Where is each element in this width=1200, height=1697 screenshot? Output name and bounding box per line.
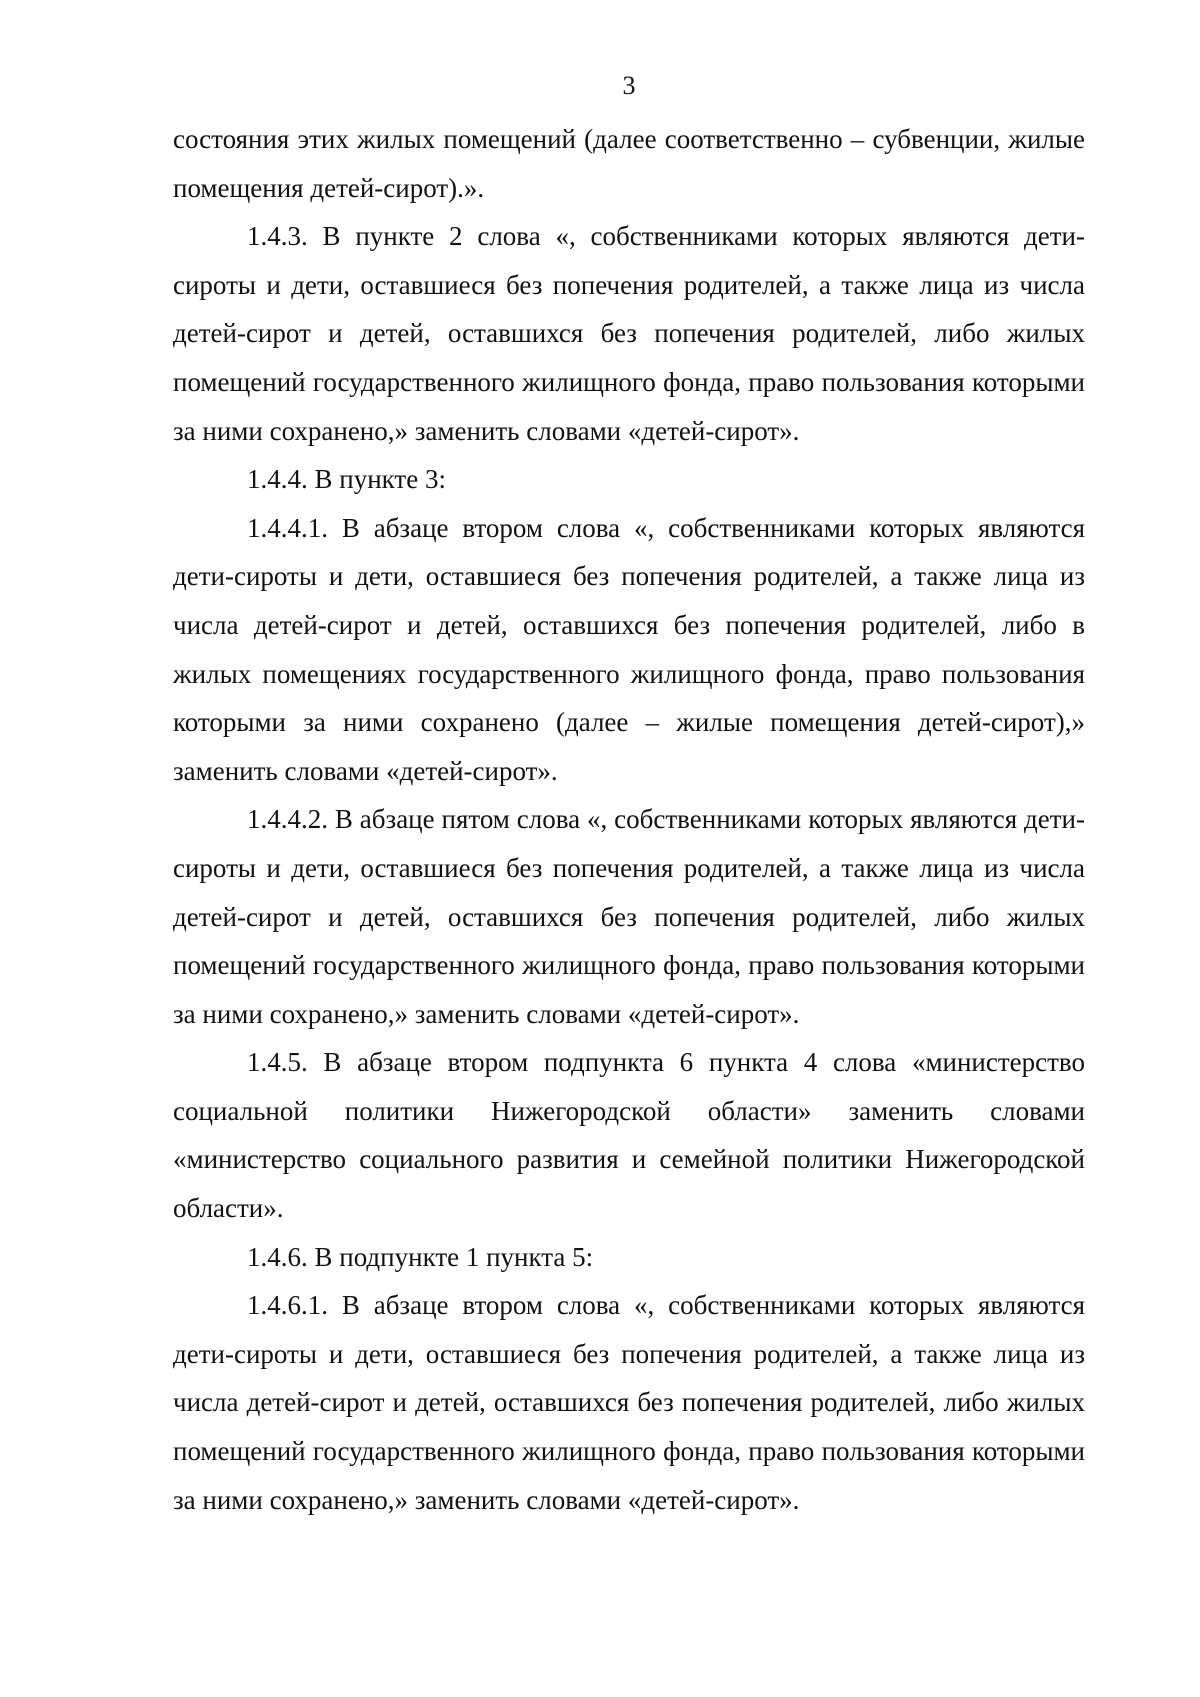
document-body	[173, 115, 1085, 1524]
paragraph-1-4-4-1: 1.4.4.1. В абзаце втором слова «, собственниками которых являются дети-сироты и дети, оставшиеся без попечения родителей, а также лица из числа детей-сирот и детей, оставшихся без попечения родителей, либо в жилых помещениях государственного жилищного фонда, право пользования которыми за ними сохранено (далее – жилые помещения детей-сирот),» заменить словами «детей-сирот».	[173, 512, 1085, 786]
paragraph-1-4-6-1: 1.4.6.1. В абзаце втором слова «, собственниками которых являются дети-сироты и дети, оставшиеся без попечения родителей, а также лица из числа детей-сирот и детей, оставшихся без попечения родителей, либо жилых помещений государственного жилищного фонда, право пользования которыми за ними сохранено,» заменить словами «детей-сирот».	[173, 1290, 1085, 1515]
paragraph-1-4-6: 1.4.6. В подпункте 1 пункта 5:	[247, 1241, 594, 1272]
page-number: 3	[622, 71, 636, 100]
paragraph-1-4-4-2: 1.4.4.2. В абзаце пятом слова «, собственниками которых являются дети-сироты и дети, оставшиеся без попечения родителей, а также лица из числа детей-сирот и детей, оставшихся без попечения родителей, либо жилых помещений государственного жилищного фонда, право пользования которыми за ними сохранено,» заменить словами «детей-сирот».	[173, 804, 1085, 1029]
paragraph-1-4-5: 1.4.5. В абзаце втором подпункта 6 пункта 4 слова «министерство социальной политики Нижегородской области» заменить словами «министерство социального развития и семейной политики Нижегородской области».	[173, 1047, 1085, 1224]
paragraph-continuation: состояния этих жилых помещений (далее соответственно – субвенции, жилые помещения детей-сирот).».	[173, 124, 1085, 203]
paragraph-1-4-3: 1.4.3. В пункте 2 слова «, собственниками которых являются дети-сироты и дети, оставшиеся без попечения родителей, а также лица из числа детей-сирот и детей, оставшихся без попечения родителей, либо жилых помещений государственного жилищного фонда, право пользования которыми за ними сохранено,» заменить словами «детей-сирот».	[173, 221, 1085, 446]
paragraph-1-4-4: 1.4.4. В пункте 3:	[247, 464, 446, 495]
